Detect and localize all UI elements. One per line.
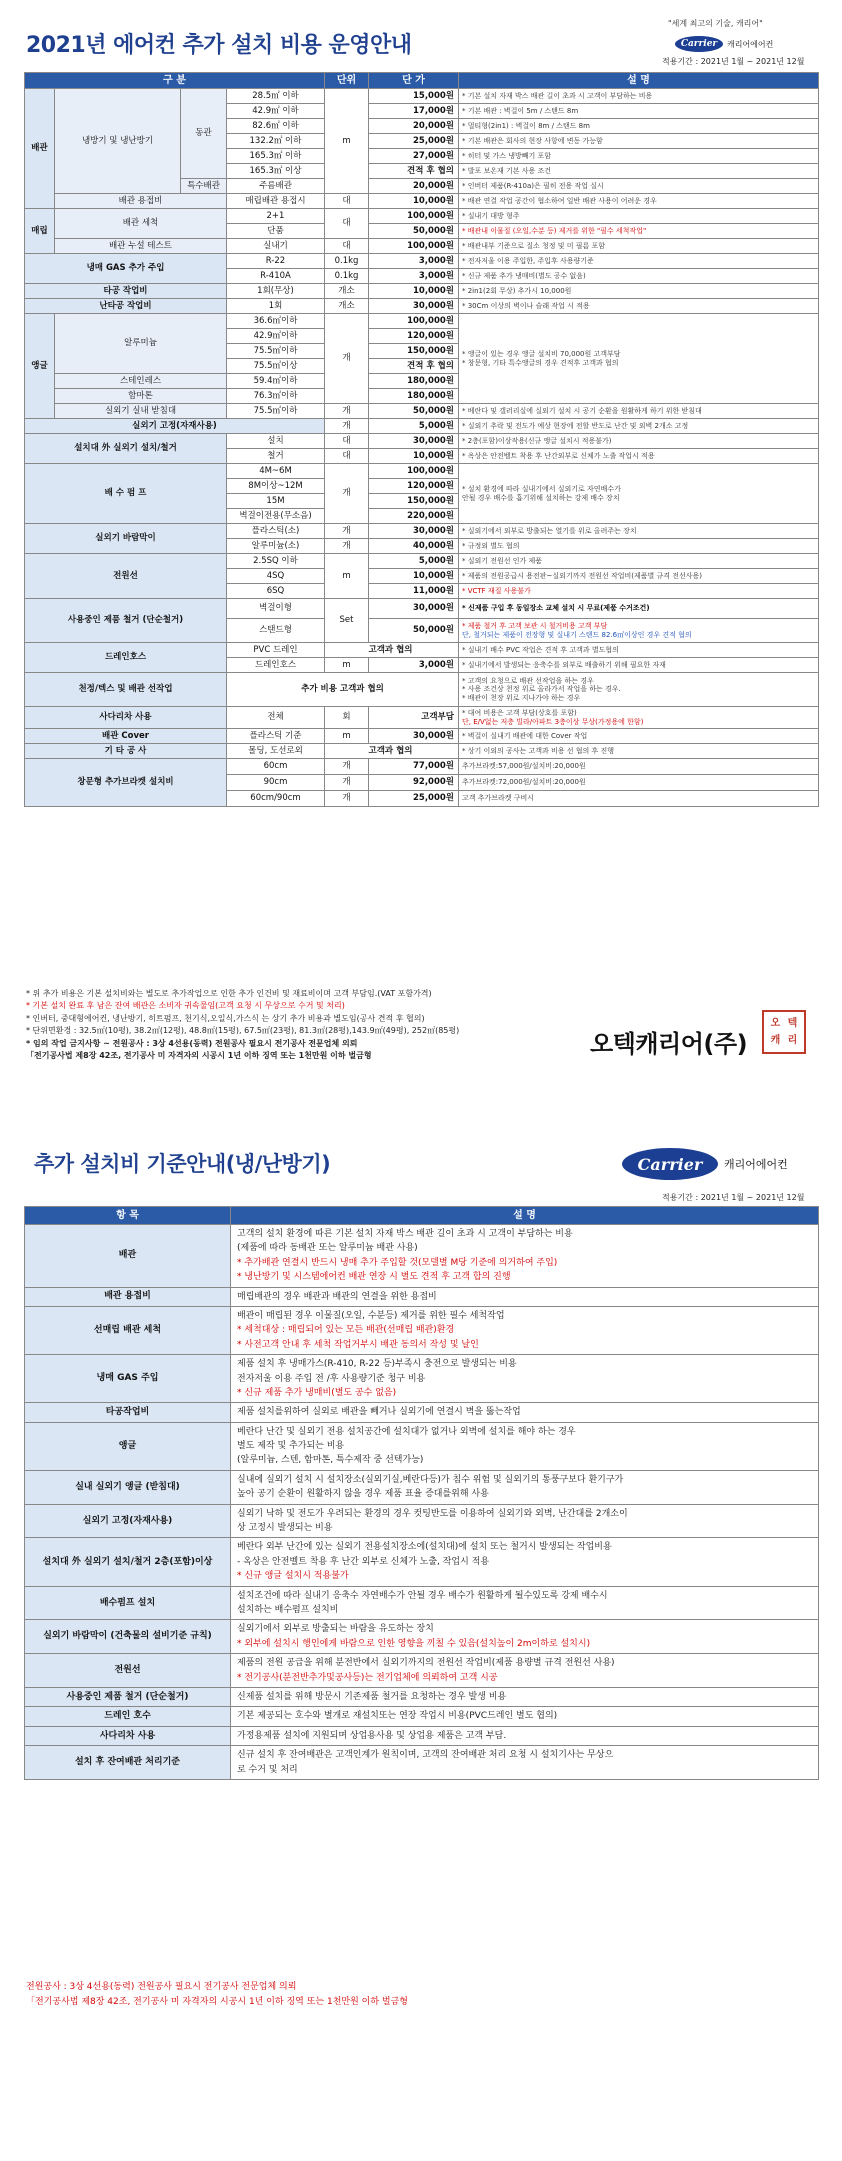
note: 추가브라켓:57,000원/설치비:20,000원 — [459, 759, 819, 775]
note: * 고객의 요청으로 배관 선작업을 하는 경우 * 사용 조건상 천정 위로 올라가서 작업을 하는 경우. * 배관이 천장 위로 지나가야 하는 경우 — [459, 673, 819, 707]
note: * 2층(포함)이상작용(신규 앵글 설치시 적용불가) — [459, 434, 819, 449]
spec: 단품 — [227, 224, 325, 239]
price: 180,000원 — [369, 374, 459, 389]
carrier-logo-icon: Carrier — [675, 36, 723, 52]
unit: 대 — [325, 449, 369, 464]
standards-row — [25, 1287, 819, 1306]
item-label: 사다리차 사용 — [25, 1726, 231, 1745]
standards-row — [25, 1620, 819, 1654]
sub-cooling-heating: 냉방기 및 냉난방기 — [55, 89, 181, 194]
cat-other: 기 타 공 사 — [25, 744, 227, 759]
item-label: 실외기 고정(자재사용) — [25, 1504, 231, 1538]
spec: 벽걸이전용(무소음) — [227, 509, 325, 524]
desc-line: 제품 설치를위하여 실외로 배관을 빼거나 실외기에 연결시 벽을 뚫는작업 — [237, 1407, 521, 1418]
spec: 주름배관 — [227, 179, 325, 194]
note: * 앵글이 있는 경우 앵글 설치비 70,000원 고객부담 * 창문형, 기타 특수앵글의 경우 견적후 고객과 협의 — [459, 314, 819, 404]
note: * 배관내부 기준으로 질소 청정 및 미 필름 포함 — [459, 239, 819, 254]
price: 220,000원 — [369, 509, 459, 524]
price: 100,000원 — [369, 209, 459, 224]
spec: 2.5SQ 이하 — [227, 554, 325, 569]
cat-refrigerant: 냉매 GAS 추가 주입 — [25, 254, 227, 284]
desc-line: 배관이 매립된 경우 이물질(오일, 수분등) 제거를 위한 필수 세척작업 — [237, 1310, 505, 1321]
standards-row — [25, 1707, 819, 1726]
note: * 설치 환경에 따라 실내기에서 실외기로 자연배수가 안될 경우 배수를 흡기위해 설치하는 강제 배수 장치 — [459, 464, 819, 524]
price: 50,000원 — [369, 404, 459, 419]
desc-line: 신제품 설치를 위해 방문시 기존제품 철거를 요청하는 경우 발생 비용 — [237, 1691, 507, 1702]
note: * 실내기 대방 형주 — [459, 209, 819, 224]
note: * 벽걸이 실내기 배관에 대한 Cover 작업 — [459, 729, 819, 744]
item-desc — [231, 1707, 819, 1726]
header-category: 구 분 — [25, 73, 325, 89]
spec: 2+1 — [227, 209, 325, 224]
unit: 개 — [325, 539, 369, 554]
spec: 설치 — [227, 434, 325, 449]
item-desc — [231, 1687, 819, 1706]
item-desc — [231, 1355, 819, 1403]
spec: R-410A — [227, 269, 325, 284]
desc-line: * 전기공사(분전반추가및공사등)는 전기업체에 의뢰하여 고객 시공 — [237, 1672, 498, 1683]
price: 10,000원 — [369, 284, 459, 299]
note: * 인버터 제품(R-410a)은 필히 전용 작업 실시 — [459, 179, 819, 194]
unit: 대 — [325, 209, 369, 239]
item-label: 실내 실외기 앵글 (받침대) — [25, 1470, 231, 1504]
note: * 실외기 추락 및 전도가 예상 현장에 전할 반도로 난간 및 외벽 2개소 고정 — [459, 419, 819, 434]
price: 100,000원 — [369, 239, 459, 254]
price: 3,000원 — [369, 269, 459, 284]
note: * 실외기 전원선 인가 제품 — [459, 554, 819, 569]
price: 견적 후 협의 — [369, 359, 459, 374]
cat-embedded: 매립 — [25, 209, 55, 254]
price: 20,000원 — [369, 119, 459, 134]
price: 17,000원 — [369, 104, 459, 119]
standards-row — [25, 1687, 819, 1706]
spec: 드레인호스 — [227, 658, 325, 673]
desc-line: * 외부에 설치시 행인에게 바람으로 인한 영향을 끼칠 수 있음(설치높이 2m이하로 설치시) — [237, 1638, 591, 1649]
spec: 132.2㎡ 이하 — [227, 134, 325, 149]
header-desc: 설 명 — [459, 73, 819, 89]
item-desc — [231, 1586, 819, 1620]
desc-line: - 옥상은 안전벨트 착용 후 난간 외부로 신체가 노출, 작업시 적용 — [237, 1556, 490, 1567]
note: * 제품 철거 후 고객 보관 시 철거비용 고객 부담 단, 철거되는 제품이 전장형 및 실내기 스탠드 82.6㎡이상인 경우 견적 협의 — [459, 619, 819, 643]
price: 10,000원 — [369, 194, 459, 209]
item-label: 드레인 호수 — [25, 1707, 231, 1726]
unit: 개소 — [325, 299, 369, 314]
note: * 실내기에서 발생되는 응축수를 외부로 배출하기 위해 필요한 자재 — [459, 658, 819, 673]
desc-line: 설치조건에 따라 실내기 응축수 자연배수가 안될 경우 배수가 원활하게 될수있도록 강제 배수시 — [237, 1590, 608, 1601]
price: 100,000원 — [369, 464, 459, 479]
item-label: 설치대 外 실외기 설치/철거 2층(포함)이상 — [25, 1538, 231, 1586]
price: 30,000원 — [369, 299, 459, 314]
price: 10,000원 — [369, 449, 459, 464]
spec: 실내기 — [227, 239, 325, 254]
standards-row — [25, 1306, 819, 1354]
spec: 60cm — [227, 759, 325, 775]
note: * 기본 배관은 회사의 현장 사항에 변동 가능함 — [459, 134, 819, 149]
price: 40,000원 — [369, 539, 459, 554]
item-desc — [231, 1504, 819, 1538]
unit: 0.1kg — [325, 269, 369, 284]
cost-table — [24, 72, 819, 807]
item-label: 배수펌프 설치 — [25, 1586, 231, 1620]
desc-line: 상 고정시 발생되는 비용 — [237, 1523, 333, 1534]
spec: 75.5㎡이하 — [227, 344, 325, 359]
desc-line: * 냉난방기 및 시스템에어컨 배관 연장 시 별도 견적 후 고객 합의 진행 — [237, 1272, 511, 1283]
sub-hammertone: 함마톤 — [55, 389, 227, 404]
desc-line: 설치하는 배수펌프 설치비 — [237, 1604, 339, 1615]
price: 100,000원 — [369, 314, 459, 329]
price: 30,000원 — [369, 524, 459, 539]
sub-copper: 동관 — [181, 89, 227, 179]
header-item: 항 목 — [25, 1207, 231, 1225]
note: * 상기 이외의 공사는 고객과 비용 선 협의 후 진행 — [459, 744, 819, 759]
cat-install-remove: 설치대 外 실외기 설치/철거 — [25, 434, 227, 464]
spec: 철거 — [227, 449, 325, 464]
unit: 개 — [325, 791, 369, 807]
desc-line: 기본 제공되는 호수와 별개로 재설치또는 연장 작업시 비용(PVC드레인 별도 협의) — [237, 1711, 558, 1722]
spec: 82.6㎡ 이하 — [227, 119, 325, 134]
spec: 벽걸이형 — [227, 599, 325, 619]
cat-hard-drilling: 난타공 작업비 — [25, 299, 227, 314]
spec: 4M~6M — [227, 464, 325, 479]
unit: 대 — [325, 239, 369, 254]
desc-line: * 세척대상 : 매립되어 있는 모든 배관(선매립 배관)환경 — [237, 1325, 455, 1336]
sub-special: 특수배관 — [181, 179, 227, 194]
standards-row — [25, 1470, 819, 1504]
desc-line: * 추가배관 연결시 반드시 냉매 추가 주입할 것(모델별 M당 기준에 의거하여 주입) — [237, 1257, 558, 1268]
item-label: 앵글 — [25, 1422, 231, 1470]
unit: 개 — [325, 775, 369, 791]
price: 30,000원 — [369, 729, 459, 744]
cat-piping: 배관 — [25, 89, 55, 209]
desc-line: 실외기에서 외부로 방출되는 바람을 유도하는 장치 — [237, 1624, 434, 1635]
spec: 알루미늄(소) — [227, 539, 325, 554]
spec: 1회(무상) — [227, 284, 325, 299]
company-seal-icon: 오 텍 캐 리 — [762, 1010, 806, 1054]
price: 견적 후 협의 — [369, 164, 459, 179]
brand-logo-large — [622, 1148, 788, 1180]
company-name: 오텍캐리어(주) — [590, 1030, 748, 1058]
cat-power-cable: 전원선 — [25, 554, 227, 599]
price: 20,000원 — [369, 179, 459, 194]
item-label: 실외기 바람막이 (건축물의 설비기준 규칙) — [25, 1620, 231, 1654]
note: * 실내기 배수 PVC 작업은 견적 후 고객과 별도협의 — [459, 643, 819, 658]
footnote: 전원공사 : 3상 4선용(동력) 전원공사 필요시 전기공사 전문업체 의뢰 — [26, 1982, 297, 1992]
note: * 멀티형(2in1) : 벽걸이 8m / 스탠드 8m — [459, 119, 819, 134]
sub-indoor-stand: 실외기 실내 받침대 — [55, 404, 227, 419]
footnote: 「전기공사법 제8장 42조, 전기공사 미 자격자의 시공시 1년 이하 징역 또는 1천만원 이하 벌금형 — [26, 1997, 408, 2008]
note: * 배관 연결 작업 공간이 협소하여 일반 배관 사용이 어려운 경우 — [459, 194, 819, 209]
price: 3,000원 — [369, 658, 459, 673]
note: * 30Cm 이상의 벽이나 슬래 작업 시 적용 — [459, 299, 819, 314]
sub-leak-test: 배관 누설 테스트 — [55, 239, 227, 254]
spec: 36.6㎡이하 — [227, 314, 325, 329]
spec: 60cm/90cm — [227, 791, 325, 807]
spec: 75.5㎡이상 — [227, 359, 325, 374]
desc-line: 높아 공기 순환이 원활하지 않을 경우 제품 표율 증대를위해 사용 — [237, 1489, 489, 1500]
footnotes — [26, 988, 546, 1062]
price: 25,000원 — [369, 791, 459, 807]
price: 27,000원 — [369, 149, 459, 164]
standards-row — [25, 1746, 819, 1780]
desc-line: 실내에 실외기 설치 시 설치장소(실외기실,베란다등)가 침수 위험 및 실외기의 통풍구보다 환기구가 — [237, 1474, 624, 1485]
spec: 28.5㎡ 이하 — [227, 89, 325, 104]
item-label: 배관 용접비 — [25, 1287, 231, 1306]
spec: 76.3㎡이하 — [227, 389, 325, 404]
note: * 제품의 전원공급시 용전판~실외기까지 전원선 작업비(제품별 규격 전선사용) — [459, 569, 819, 584]
footnote: * 단위면환경 : 32.5㎡(10평), 38.2㎡(12평), 48.8㎡(15평), 67.5㎡(23평), 81.3㎡(28평),143.9㎡(49평), 252㎡(85평) — [26, 1026, 460, 1036]
footnote: * 임의 작업 금지사항 ~ 전원공사 : 3상 4선용(동력) 전원공사 필요시 전기공사 전문업체 의뢰 — [26, 1038, 358, 1048]
desc-line: 베란다 난간 및 실외기 전용 설치공간에 설치대가 없거나 외벽에 설치를 해야 하는 경우 — [237, 1426, 576, 1437]
desc-line: 로 수거 및 처리 — [237, 1764, 298, 1775]
desc-line: 제품 설치 후 냉매가스(R-410, R-22 등)부족시 충전으로 발생되는 비용 — [237, 1359, 517, 1370]
spec: 8M이상~12M — [227, 479, 325, 494]
standards-row — [25, 1586, 819, 1620]
note: * 기본 배관 : 벽걸이 5m / 스탠드 8m — [459, 104, 819, 119]
unit: m — [325, 729, 369, 744]
desc-line: 베란다 외부 난간에 있는 실외기 전용설치장소에(설치대)에 설치 또는 철거시 발생되는 작업비용 — [237, 1542, 612, 1553]
spec: 플라스틱(소) — [227, 524, 325, 539]
note: * 배관내 이물질 (오일,수분 등) 제거를 위한 "필수 세척작업" — [459, 224, 819, 239]
price: 25,000원 — [369, 134, 459, 149]
desc-line: 제품의 전원 공급을 위해 분전반에서 실외기까지의 전원선 작업비(제품 용량별 규격 전원선 사용) — [237, 1658, 615, 1669]
price: 120,000원 — [369, 479, 459, 494]
cat-pipe-cover: 배관 Cover — [25, 729, 227, 744]
sub-pipe-cleaning: 배관 세척 — [55, 209, 227, 239]
period-text-2: 적용기간 : 2021년 1월 ~ 2021년 12월 — [662, 1193, 805, 1202]
price: 10,000원 — [369, 569, 459, 584]
note: * 실외기에서 외부로 방출되는 열기를 위로 올려주는 장치 — [459, 524, 819, 539]
sub-stainless: 스테인레스 — [55, 374, 227, 389]
desc-line: 전자저울 이용 주입 전 /후 사용량기준 청구 비용 — [237, 1373, 426, 1384]
note: * VCTF 재질 사용불가 — [459, 584, 819, 599]
spec: 플라스틱 기준 — [227, 729, 325, 744]
price: 150,000원 — [369, 344, 459, 359]
sub-aluminum: 알루미늄 — [55, 314, 227, 374]
price: 180,000원 — [369, 389, 459, 404]
footnote: * 인버터, 중대형에어컨, 냉난방기, 히트펌프, 천기식,오일식,가스식 는 상기 추가 비용과 별도임(공사 견적 후 협의) — [26, 1013, 425, 1023]
note: * 기본 설치 자재 박스 배관 길이 초과 시 고객이 부담하는 비용 — [459, 89, 819, 104]
cat-drain-hose: 드레인호스 — [25, 643, 227, 673]
cat-window-bracket: 창문형 추가브라켓 설치비 — [25, 759, 227, 807]
item-desc — [231, 1654, 819, 1688]
spec: 165.3㎡ 이상 — [227, 164, 325, 179]
spec: 매립배관 용접시 — [227, 194, 325, 209]
item-label: 타공작업비 — [25, 1403, 231, 1422]
note: * 신제품 구입 후 동일장소 교체 설치 시 무료(제품 수거조건) — [459, 599, 819, 619]
spec: 4SQ — [227, 569, 325, 584]
price: 3,000원 — [369, 254, 459, 269]
unit: 개 — [325, 419, 369, 434]
standards-row — [25, 1422, 819, 1470]
price: 92,000원 — [369, 775, 459, 791]
brand-name: 캐리어에어컨 — [724, 1158, 788, 1171]
cat-ladder-truck: 사다리차 사용 — [25, 707, 227, 729]
footnote: * 기본 설치 완료 후 남은 잔여 배관은 소비자 귀속물임(고객 요청 시 무상으로 수거 및 처리) — [26, 1001, 345, 1011]
item-desc — [231, 1287, 819, 1306]
spec: 1회 — [227, 299, 325, 314]
standards-row — [25, 1225, 819, 1288]
unit: m — [325, 658, 369, 673]
standards-table — [24, 1206, 819, 1780]
unit: m — [325, 89, 369, 194]
note: * 전자저울 이용 주입한, 주입후 사용량기준 — [459, 254, 819, 269]
sub-welding: 배관 용접비 — [55, 194, 227, 209]
unit: 개 — [325, 314, 369, 404]
section2-title: 추가 설치비 기준안내(냉/난방기) — [34, 1152, 331, 1176]
period-text: 적용기간 : 2021년 1월 ~ 2021년 12월 — [662, 57, 805, 66]
price: 5,000원 — [369, 419, 459, 434]
price: 150,000원 — [369, 494, 459, 509]
spec: 42.9㎡이하 — [227, 329, 325, 344]
item-desc — [231, 1726, 819, 1745]
desc-line: 가정용제품 설치에 지원되며 상업용사용 및 상업용 제품은 고객 부담. — [237, 1730, 507, 1741]
note: * 신규 제품 추가 냉매비(별도 공수 없음) — [459, 269, 819, 284]
desc-line: (제품에 따라 동배관 또는 알루미늄 배관 사용) — [237, 1243, 418, 1254]
price: 50,000원 — [369, 619, 459, 643]
item-desc — [231, 1225, 819, 1288]
header-desc: 설 명 — [231, 1207, 819, 1225]
item-desc — [231, 1538, 819, 1586]
unit: 개 — [325, 524, 369, 539]
item-desc — [231, 1422, 819, 1470]
spec: 59.4㎡이하 — [227, 374, 325, 389]
note: * 발포 보온재 기본 사용 조건 — [459, 164, 819, 179]
cat-ceiling: 천정/텍스 및 배관 선작업 — [25, 673, 227, 707]
spec: 90cm — [227, 775, 325, 791]
item-desc — [231, 1746, 819, 1780]
standards-row — [25, 1403, 819, 1422]
desc-line: * 사전고객 안내 후 세척 작업거부시 배관 동의서 작성 및 날인 — [237, 1339, 479, 1350]
standards-row — [25, 1726, 819, 1745]
item-label: 전원선 — [25, 1654, 231, 1688]
price: 5,000원 — [369, 554, 459, 569]
spec: 165.3㎡ 이하 — [227, 149, 325, 164]
spec: 15M — [227, 494, 325, 509]
unit: 대 — [325, 434, 369, 449]
spec: 42.9㎡ 이하 — [227, 104, 325, 119]
standards-row — [25, 1538, 819, 1586]
header-unit: 단위 — [325, 73, 369, 89]
footnotes-2 — [26, 1980, 408, 2011]
desc-line: 고객의 설치 환경에 따른 기본 설치 자재 박스 배관 길이 초과 시 고객이 부담하는 비용 — [237, 1229, 573, 1239]
spec: 전체 — [227, 707, 325, 729]
spec: PVC 드레인 — [227, 643, 325, 658]
note: * 2in1(2회 무상) 추가시 10,000원 — [459, 284, 819, 299]
item-desc — [231, 1470, 819, 1504]
spec: 6SQ — [227, 584, 325, 599]
note: * 규정외 별도 협의 — [459, 539, 819, 554]
standards-row — [25, 1654, 819, 1688]
cat-drilling: 타공 작업비 — [25, 284, 227, 299]
item-desc — [231, 1306, 819, 1354]
unit: 개소 — [325, 284, 369, 299]
desc-line: 별도 제작 및 추가되는 비용 — [237, 1441, 345, 1452]
note: 추가브라켓:72,000원/설치비:20,000원 — [459, 775, 819, 791]
desc-line: * 신규 제품 추가 냉매비(별도 공수 없음) — [237, 1387, 397, 1398]
price: 30,000원 — [369, 599, 459, 619]
price: 고객과 협의 — [325, 744, 459, 759]
item-label: 배관 — [25, 1225, 231, 1288]
item-desc — [231, 1620, 819, 1654]
cat-windbreak: 실외기 바람막이 — [25, 524, 227, 554]
unit: 개 — [325, 759, 369, 775]
note: * 히터 및 가스 냉방빼기 포함 — [459, 149, 819, 164]
item-desc — [231, 1403, 819, 1422]
brand-logo-small — [675, 36, 773, 52]
spec: 스탠드형 — [227, 619, 325, 643]
desc-line: 매립배관의 경우 배관과 배관의 연결을 위한 용접비 — [237, 1291, 437, 1302]
note: * 대여 비용은 고객 부담(상호를 포함) 단, E/V없는 저층 빌라/아파트 3층이상 무상(가정용에 한함) — [459, 707, 819, 729]
unit: 개 — [325, 464, 369, 524]
price: 고객과 협의 — [325, 643, 459, 658]
cat-angle: 앵글 — [25, 314, 55, 419]
desc-line: 신규 설치 후 잔여배관은 고객인계가 원칙이며, 고객의 잔여배관 처리 요청 시 설치기사는 무상으 — [237, 1750, 614, 1761]
cat-drain-pump: 배 수 펌 프 — [25, 464, 227, 524]
price: 30,000원 — [369, 434, 459, 449]
desc-line: 실외기 낙하 및 전도가 우려되는 환경의 경우 컷팅반도를 이용하여 실외기와 외벽, 난간대를 2개소이 — [237, 1508, 628, 1519]
standards-row — [25, 1355, 819, 1403]
unit: 개 — [325, 404, 369, 419]
cat-removal: 사용중인 제품 철거 (단순철거) — [25, 599, 227, 643]
cat-outdoor-fix: 실외기 고정(자재사용) — [25, 419, 325, 434]
note: * 옥상은 안전벨트 착용 후 난간외부로 신체가 노출 작업시 적용 — [459, 449, 819, 464]
price: 50,000원 — [369, 224, 459, 239]
item-label: 설치 후 잔여배관 처리기준 — [25, 1746, 231, 1780]
item-label: 냉매 GAS 주입 — [25, 1355, 231, 1403]
slogan: "세계 최고의 기술, 캐리어" — [668, 19, 763, 28]
brand-name: 캐리어에어컨 — [727, 39, 774, 49]
unit: Set — [325, 599, 369, 643]
standards-row — [25, 1504, 819, 1538]
price: 120,000원 — [369, 329, 459, 344]
unit: 0.1kg — [325, 254, 369, 269]
spec: R-22 — [227, 254, 325, 269]
carrier-logo-icon: Carrier — [622, 1148, 718, 1180]
header-price: 단 가 — [369, 73, 459, 89]
price: 77,000원 — [369, 759, 459, 775]
footnote: * 위 추가 비용은 기본 설치비와는 별도로 추가작업으로 인한 추가 인건비 및 재료비이며 고객 부담임.(VAT 포함가격) — [26, 989, 432, 998]
spec: 몰딩, 도선로외 — [227, 744, 325, 759]
note: 고객 추가브라켓 구비시 — [459, 791, 819, 807]
unit: 대 — [325, 194, 369, 209]
unit: m — [325, 554, 369, 599]
ceiling-cost: 추가 비용 고객과 협의 — [227, 673, 459, 707]
note: * 베란다 및 갤러리실에 실외기 설치 시 공기 순환을 원활하게 하기 위한 받침대 — [459, 404, 819, 419]
price: 15,000원 — [369, 89, 459, 104]
spec: 75.5㎡이하 — [227, 404, 325, 419]
unit: 회 — [325, 707, 369, 729]
desc-line: * 신규 앵글 설치시 적용불가 — [237, 1571, 349, 1582]
page-title: 2021년 에어컨 추가 설치 비용 운영안내 — [26, 33, 412, 58]
price: 11,000원 — [369, 584, 459, 599]
item-label: 사용중인 제품 철거 (단순철거) — [25, 1687, 231, 1706]
price: 고객부담 — [369, 707, 459, 729]
footnote: 「전기공사법 제8장 42조, 전기공사 미 자격자의 시공시 1년 이하 징역 또는 1천만원 이하 벌금형 — [26, 1050, 372, 1060]
item-label: 선매립 배관 세척 — [25, 1306, 231, 1354]
desc-line: (알루미늄, 스텐, 함마톤, 특수제작 중 선택가능) — [237, 1455, 424, 1466]
